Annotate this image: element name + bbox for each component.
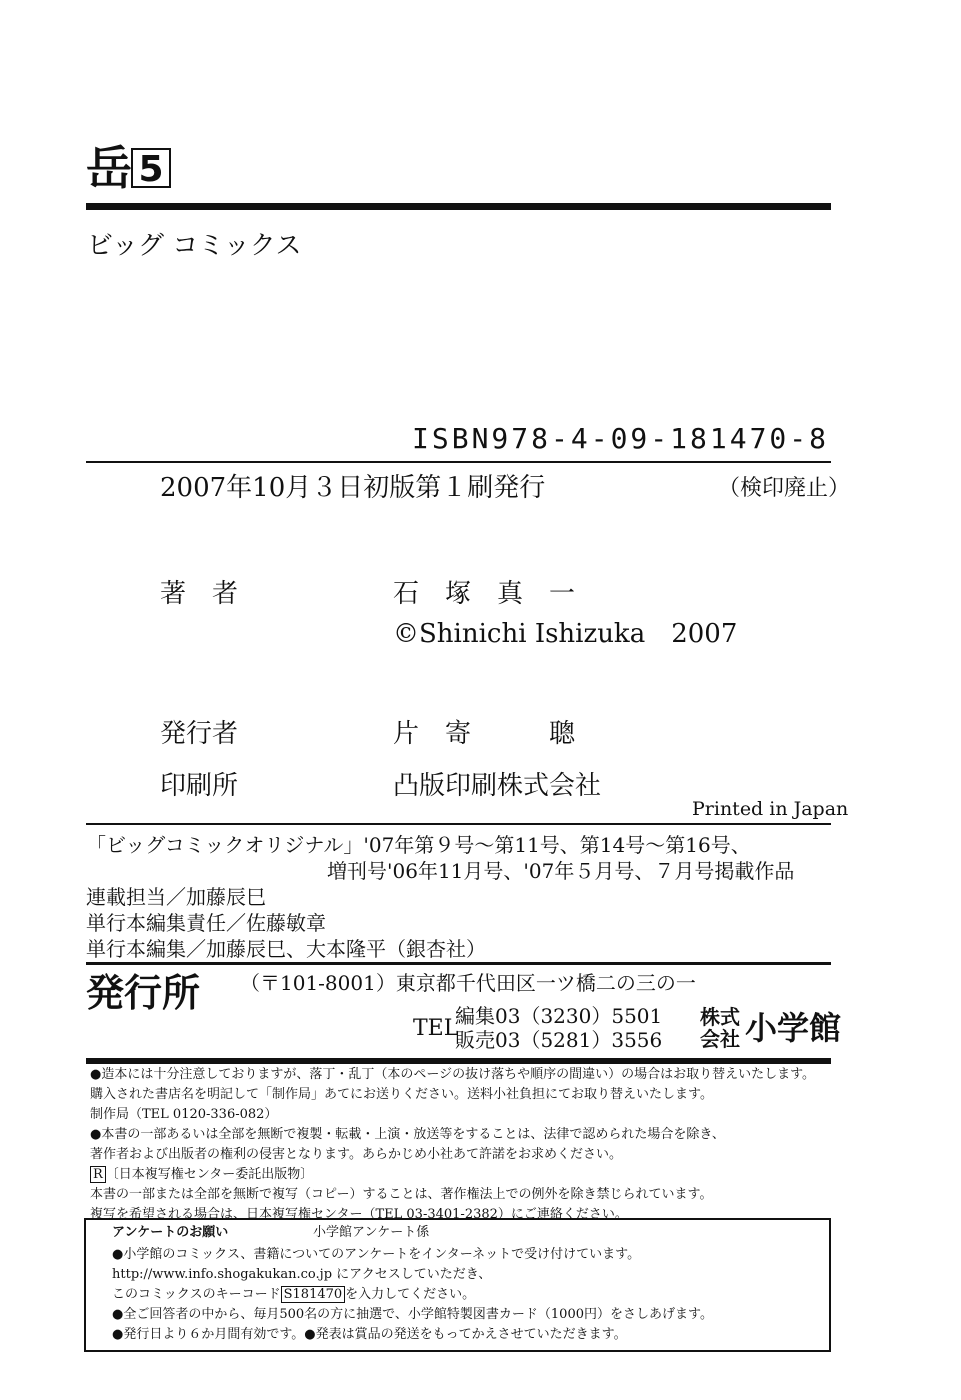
- registered-mark: R: [90, 1166, 106, 1183]
- publisher-person-label: 発行者: [160, 719, 239, 749]
- phone-editorial: 編集03（3230）5501: [455, 1004, 663, 1028]
- phone-sales: 販売03（5281）3556: [455, 1028, 663, 1052]
- kk-bottom: 会社: [700, 1027, 740, 1051]
- publisher-logo-name: 小学館: [745, 1009, 842, 1047]
- serialization-line-1: 「ビッグコミックオリジナル」'07年第９号～第11号、第14号～第16号、: [86, 833, 751, 857]
- notes-divider: [86, 1058, 831, 1064]
- editor-book-chief: 単行本編集責任／佐藤敏章: [86, 911, 326, 935]
- publisher-address: （〒101-8001）東京都千代田区一ツ橋二の三の一: [240, 971, 696, 995]
- note-line-1: ●造本には十分注意しておりますが、落丁・乱丁（本のページの抜け落ちや順序の間違い）の場合はお取り替えいたします。: [90, 1067, 816, 1082]
- printer-name: 凸版印刷株式会社: [393, 771, 602, 801]
- publisher-person-name: 片 寄 聰: [393, 719, 576, 749]
- publishing-house-label: 発行所: [86, 971, 201, 1015]
- survey-dept: 小学館アンケート係: [313, 1225, 430, 1240]
- isbn: ISBN978-4-09-181470-8: [412, 422, 830, 455]
- note-line-7: 本書の一部または全部を無断で複写（コピー）することは、著作権法上での例外を除き禁じられています。: [90, 1187, 713, 1202]
- survey-line-1: ●小学館のコミックス、書籍についてのアンケートをインターネットで受け付けています。: [112, 1247, 641, 1262]
- series-name: ビッグ コミックス: [87, 231, 302, 261]
- credits-divider: [86, 823, 831, 825]
- kk-top: 株式: [700, 1005, 740, 1029]
- volume-number: 5: [131, 148, 171, 188]
- printer-label: 印刷所: [160, 771, 239, 801]
- serialization-line-2: 増刊号'06年11月号、'07年５月号、７月号掲載作品: [327, 859, 795, 883]
- survey-title: アンケートのお願い: [112, 1225, 229, 1240]
- publication-date: 2007年10月３日初版第１刷発行: [160, 473, 546, 503]
- tel-label: TEL: [413, 1016, 459, 1041]
- publisher-divider: [86, 962, 831, 965]
- isbn-divider: [86, 461, 831, 463]
- survey-url-line: [112, 1266, 491, 1284]
- keycode: S181470: [281, 1286, 346, 1303]
- survey-line-4: ●全ご回答者の中から、毎月500名の方に抽選で、小学館特製図書カード（1000円）をさしあげます。: [112, 1307, 713, 1322]
- printed-in-japan: Printed in Japan: [692, 798, 849, 820]
- survey-keycode-line: [112, 1286, 475, 1304]
- header-divider: [86, 203, 831, 210]
- note-line-5: 著作者および出版者の権利の侵害となります。あらかじめ小社あて許諾をお求めください。: [90, 1147, 622, 1162]
- keycode-prefix: このコミックスのキーコード: [112, 1287, 281, 1302]
- note-line-4: ●本書の一部あるいは全部を無断で複製・転載・上演・放送等をすることは、法律で認められた場合を除き、: [90, 1127, 725, 1142]
- seal-abolished-note: （検印廃止）: [718, 476, 851, 501]
- book-title: 岳: [86, 141, 132, 195]
- editor-serial: 連載担当／加藤辰巳: [86, 885, 266, 909]
- survey-url-suffix: にアクセスしていただき、: [336, 1267, 492, 1282]
- note-line-6-text: 〔日本複写権センター委託出版物〕: [105, 1167, 314, 1182]
- note-line-3: 制作局（TEL 0120-336-082）: [90, 1107, 278, 1122]
- note-line-8: 複写を希望される場合は、日本複写権センター（TEL 03-3401-2382）にご連絡ください。: [90, 1207, 628, 1222]
- keycode-suffix: を入力してください。: [345, 1287, 476, 1302]
- editor-book: 単行本編集／加藤辰巳、大本隆平（銀杏社）: [86, 937, 486, 961]
- author-label: 著 者: [160, 579, 239, 609]
- author-copyright: ©Shinichi Ishizuka 2007: [393, 619, 738, 649]
- survey-url[interactable]: http://www.info.shogakukan.co.jp: [112, 1267, 333, 1282]
- author-name: 石 塚 真 一: [393, 579, 576, 609]
- note-line-6: [90, 1166, 313, 1184]
- note-line-2: 購入された書店名を明記して「制作局」あてにお送りください。送料小社負担にてお取り替えいたします。: [90, 1087, 713, 1102]
- survey-line-5: ●発行日より６か月間有効です。●発表は賞品の発送をもってかえさせていただきます。: [112, 1327, 627, 1342]
